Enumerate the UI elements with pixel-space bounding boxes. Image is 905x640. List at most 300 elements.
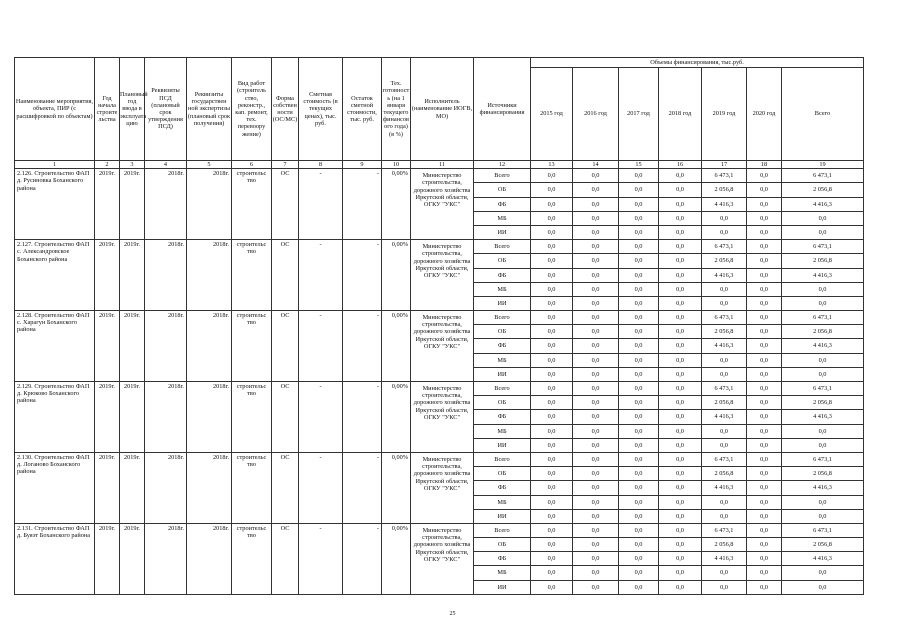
value-cell: 0,0 [531,311,573,325]
value-cell: 2 056,8 [702,325,747,339]
value-cell: 0,0 [659,311,702,325]
value-cell: 4 416,3 [702,481,747,495]
value-cell: 0,0 [747,396,782,410]
value-cell: 0,0 [531,410,573,424]
value-cell: 0,0 [573,211,619,225]
commission-year-cell: 2019г. [120,523,145,594]
source-label: ФБ [474,481,531,495]
work-type-cell: строительс тво [232,240,272,311]
page-number: 25 [449,611,456,617]
value-cell: 0,0 [573,566,619,580]
value-cell: 0,0 [659,254,702,268]
executor-cell: Министерство строительства, дорожного хозяйства Иркутской области, ОГКУ "УКС" [411,382,474,453]
value-cell: 0,0 [531,382,573,396]
value-cell: 0,0 [619,353,659,367]
value-cell: 4 416,3 [782,268,864,282]
table-body [15,169,864,595]
value-cell: 0,0 [531,296,573,310]
source-label: МБ [474,424,531,438]
source-label: ОБ [474,254,531,268]
table-row [15,169,864,183]
value-cell: 0,0 [782,225,864,239]
project-name: 2.128. Строительство ФАП с. Харагун Боханского района [15,311,95,382]
header-remaining: Остаток сметной стоимости, тыс. руб. [343,58,382,161]
remaining-cell: - [343,311,382,382]
executor-cell: Министерство строительства, дорожного хозяйства Иркутской области, ОГКУ "УКС" [411,169,474,240]
source-label: Всего [474,240,531,254]
value-cell: 0,0 [747,268,782,282]
column-number: 15 [619,161,659,169]
value-cell: 0,0 [619,538,659,552]
value-cell: 4 416,3 [702,268,747,282]
readiness-cell: 0,00% [382,240,411,311]
header-total: Всего [782,68,864,161]
source-label: МБ [474,566,531,580]
value-cell: 2 056,8 [782,325,864,339]
column-number: 5 [187,161,232,169]
estimate-cell: - [299,523,343,594]
source-label: Всего [474,523,531,537]
value-cell: 2 056,8 [702,396,747,410]
value-cell: 0,0 [531,339,573,353]
value-cell: 0,0 [747,353,782,367]
value-cell: 0,0 [531,523,573,537]
value-cell: 0,0 [619,467,659,481]
value-cell: 0,0 [659,424,702,438]
value-cell: 0,0 [747,438,782,452]
value-cell: 6 473,1 [782,382,864,396]
expertise-cell: 2018г. [187,240,232,311]
remaining-cell: - [343,452,382,523]
header-work-type: Вид работ (строитель ство, реконстр., кап. ремонт, тех. перевоору жение) [232,58,272,161]
value-cell: 0,0 [782,282,864,296]
value-cell: 0,0 [619,396,659,410]
source-label: ОБ [474,183,531,197]
readiness-cell: 0,00% [382,169,411,240]
value-cell: 0,0 [747,211,782,225]
value-cell: 0,0 [659,282,702,296]
source-label: ИИ [474,438,531,452]
readiness-cell: 0,00% [382,523,411,594]
value-cell: 0,0 [619,523,659,537]
start-year-cell: 2019г. [95,452,120,523]
value-cell: 0,0 [702,438,747,452]
value-cell: 4 416,3 [782,339,864,353]
value-cell: 0,0 [531,211,573,225]
value-cell: 6 473,1 [702,452,747,466]
value-cell: 4 416,3 [782,481,864,495]
column-number: 10 [382,161,411,169]
table-row [15,311,864,325]
value-cell: 0,0 [619,382,659,396]
start-year-cell: 2019г. [95,169,120,240]
header-name: Наименование мероприятия, объекта, ПИР (с расшифровкой по объектам) [15,58,95,161]
table-row [15,523,864,537]
value-cell: 0,0 [747,225,782,239]
value-cell: 0,0 [747,538,782,552]
value-cell: 4 416,3 [702,552,747,566]
value-cell: 0,0 [659,268,702,282]
readiness-cell: 0,00% [382,311,411,382]
source-label: ФБ [474,339,531,353]
value-cell: 0,0 [573,197,619,211]
value-cell: 0,0 [747,580,782,594]
remaining-cell: - [343,240,382,311]
table-row [15,240,864,254]
value-cell: 6 473,1 [782,311,864,325]
value-cell: 2 056,8 [782,538,864,552]
value-cell: 4 416,3 [782,197,864,211]
value-cell: 0,0 [619,552,659,566]
executor-cell: Министерство строительства, дорожного хозяйства Иркутской области, ОГКУ "УКС" [411,311,474,382]
column-number: 17 [702,161,747,169]
estimate-cell: - [299,240,343,311]
value-cell: 0,0 [782,353,864,367]
expertise-cell: 2018г. [187,452,232,523]
work-type-cell: строительс тво [232,452,272,523]
value-cell: 0,0 [659,225,702,239]
header-year-2015: 2015 год [531,68,573,161]
project-name: 2.127. Строительство ФАП с. Александровское Боханского района [15,240,95,311]
value-cell: 0,0 [573,240,619,254]
work-type-cell: строительс тво [232,169,272,240]
value-cell: 6 473,1 [702,240,747,254]
commission-year-cell: 2019г. [120,382,145,453]
value-cell: 0,0 [573,396,619,410]
value-cell: 0,0 [659,438,702,452]
value-cell: 0,0 [619,183,659,197]
header-executor: Исполнитель (наименование ИОГВ, МО) [411,58,474,161]
value-cell: 0,0 [573,410,619,424]
value-cell: 0,0 [573,268,619,282]
work-type-cell: строительс тво [232,311,272,382]
estimate-cell: - [299,452,343,523]
value-cell: 0,0 [659,240,702,254]
value-cell: 0,0 [573,325,619,339]
value-cell: 0,0 [782,438,864,452]
value-cell: 2 056,8 [702,254,747,268]
value-cell: 0,0 [573,580,619,594]
value-cell: 0,0 [702,566,747,580]
column-number: 16 [659,161,702,169]
value-cell: 0,0 [782,424,864,438]
value-cell: 0,0 [747,509,782,523]
value-cell: 0,0 [531,452,573,466]
value-cell: 2 056,8 [782,467,864,481]
value-cell: 0,0 [747,197,782,211]
column-number: 8 [299,161,343,169]
column-number: 3 [120,161,145,169]
value-cell: 0,0 [573,467,619,481]
value-cell: 0,0 [659,410,702,424]
value-cell: 0,0 [747,282,782,296]
remaining-cell: - [343,169,382,240]
value-cell: 0,0 [619,225,659,239]
value-cell: 0,0 [659,467,702,481]
value-cell: 0,0 [659,325,702,339]
value-cell: 0,0 [573,495,619,509]
column-number: 7 [272,161,299,169]
source-label: ФБ [474,552,531,566]
value-cell: 0,0 [747,523,782,537]
commission-year-cell: 2019г. [120,240,145,311]
header-commission-year: Плановый год ввода в эксплуата цию [120,58,145,161]
header-year-2017: 2017 год [619,68,659,161]
header-expertise: Реквизиты государствен ной экспертизы (плановый срок получения) [187,58,232,161]
value-cell: 0,0 [659,481,702,495]
project-name: 2.130. Строительство ФАП д. Логаново Боханского района [15,452,95,523]
value-cell: 0,0 [747,240,782,254]
value-cell: 0,0 [573,438,619,452]
value-cell: 0,0 [573,382,619,396]
value-cell: 0,0 [531,282,573,296]
source-label: ФБ [474,197,531,211]
column-number: 14 [573,161,619,169]
value-cell: 0,0 [531,396,573,410]
ownership-cell: ОС [272,382,299,453]
ownership-cell: ОС [272,240,299,311]
value-cell: 4 416,3 [782,552,864,566]
source-label: ИИ [474,367,531,381]
source-label: ОБ [474,467,531,481]
value-cell: 0,0 [573,183,619,197]
value-cell: 0,0 [659,452,702,466]
source-label: МБ [474,495,531,509]
value-cell: 0,0 [702,367,747,381]
value-cell: 0,0 [531,495,573,509]
source-label: ОБ [474,538,531,552]
value-cell: 0,0 [531,580,573,594]
value-cell: 0,0 [619,211,659,225]
value-cell: 0,0 [573,552,619,566]
value-cell: 0,0 [531,424,573,438]
value-cell: 0,0 [659,566,702,580]
value-cell: 0,0 [659,538,702,552]
value-cell: 0,0 [531,197,573,211]
value-cell: 0,0 [747,566,782,580]
psd-cell: 2018г. [145,382,187,453]
value-cell: 0,0 [659,396,702,410]
value-cell: 6 473,1 [702,382,747,396]
executor-cell: Министерство строительства, дорожного хозяйства Иркутской области, ОГКУ "УКС" [411,523,474,594]
value-cell: 0,0 [747,254,782,268]
header-psd: Реквизиты ПСД (плановый срок утверждения ПСД) [145,58,187,161]
value-cell: 0,0 [702,282,747,296]
value-cell: 0,0 [747,452,782,466]
value-cell: 0,0 [782,296,864,310]
value-cell: 0,0 [747,424,782,438]
column-number: 9 [343,161,382,169]
value-cell: 0,0 [659,509,702,523]
start-year-cell: 2019г. [95,240,120,311]
value-cell: 2 056,8 [702,467,747,481]
header-year-2016: 2016 год [573,68,619,161]
value-cell: 0,0 [619,367,659,381]
value-cell: 0,0 [531,254,573,268]
value-cell: 0,0 [659,367,702,381]
expertise-cell: 2018г. [187,523,232,594]
commission-year-cell: 2019г. [120,311,145,382]
value-cell: 0,0 [531,268,573,282]
value-cell: 0,0 [659,523,702,537]
ownership-cell: ОС [272,523,299,594]
value-cell: 4 416,3 [782,410,864,424]
value-cell: 0,0 [619,410,659,424]
source-label: МБ [474,353,531,367]
value-cell: 2 056,8 [782,396,864,410]
value-cell: 0,0 [619,311,659,325]
value-cell: 0,0 [573,509,619,523]
source-label: ИИ [474,580,531,594]
value-cell: 0,0 [659,339,702,353]
value-cell: 0,0 [619,282,659,296]
source-label: Всего [474,169,531,183]
psd-cell: 2018г. [145,452,187,523]
value-cell: 0,0 [573,296,619,310]
value-cell: 0,0 [659,197,702,211]
value-cell: 0,0 [619,566,659,580]
value-cell: 0,0 [619,438,659,452]
value-cell: 0,0 [531,467,573,481]
value-cell: 0,0 [659,169,702,183]
column-number: 13 [531,161,573,169]
value-cell: 6 473,1 [702,523,747,537]
value-cell: 0,0 [573,367,619,381]
value-cell: 0,0 [747,296,782,310]
value-cell: 0,0 [619,424,659,438]
column-number: 6 [232,161,272,169]
source-label: Всего [474,382,531,396]
value-cell: 4 416,3 [702,339,747,353]
value-cell: 0,0 [531,240,573,254]
value-cell: 0,0 [573,169,619,183]
value-cell: 0,0 [702,296,747,310]
value-cell: 0,0 [619,481,659,495]
value-cell: 4 416,3 [702,197,747,211]
value-cell: 0,0 [531,353,573,367]
value-cell: 0,0 [619,296,659,310]
value-cell: 0,0 [619,169,659,183]
start-year-cell: 2019г. [95,311,120,382]
value-cell: 0,0 [531,509,573,523]
value-cell: 6 473,1 [702,169,747,183]
value-cell: 2 056,8 [702,538,747,552]
value-cell: 0,0 [573,424,619,438]
value-cell: 6 473,1 [782,452,864,466]
column-number: 19 [782,161,864,169]
column-number: 2 [95,161,120,169]
value-cell: 0,0 [747,481,782,495]
ownership-cell: ОС [272,169,299,240]
value-cell: 0,0 [619,495,659,509]
value-cell: 0,0 [702,580,747,594]
source-label: ОБ [474,396,531,410]
source-label: Всего [474,311,531,325]
value-cell: 0,0 [782,509,864,523]
remaining-cell: - [343,523,382,594]
value-cell: 0,0 [531,325,573,339]
value-cell: 0,0 [702,495,747,509]
value-cell: 0,0 [782,211,864,225]
value-cell: 0,0 [747,382,782,396]
value-cell: 0,0 [659,211,702,225]
value-cell: 0,0 [659,552,702,566]
value-cell: 0,0 [573,523,619,537]
value-cell: 6 473,1 [782,240,864,254]
project-name: 2.126. Строительство ФАП д. Русиновка Боханского района [15,169,95,240]
value-cell: 0,0 [573,254,619,268]
ownership-cell: ОС [272,311,299,382]
value-cell: 0,0 [747,495,782,509]
readiness-cell: 0,00% [382,452,411,523]
source-label: ФБ [474,410,531,424]
header-sources: Источники финансирования [474,58,531,161]
column-number: 11 [411,161,474,169]
value-cell: 0,0 [702,353,747,367]
expertise-cell: 2018г. [187,169,232,240]
value-cell: 6 473,1 [782,169,864,183]
value-cell: 0,0 [573,481,619,495]
value-cell: 0,0 [782,580,864,594]
value-cell: 0,0 [747,552,782,566]
psd-cell: 2018г. [145,169,187,240]
value-cell: 0,0 [702,225,747,239]
value-cell: 0,0 [702,211,747,225]
work-type-cell: строительс тво [232,382,272,453]
header-year-2018: 2018 год [659,68,702,161]
header-year-2020: 2020 год [747,68,782,161]
commission-year-cell: 2019г. [120,169,145,240]
value-cell: 0,0 [531,367,573,381]
value-cell: 0,0 [659,296,702,310]
value-cell: 0,0 [747,169,782,183]
column-number: 12 [474,161,531,169]
expertise-cell: 2018г. [187,311,232,382]
project-name: 2.131. Строительство ФАП д. Буяэт Боханского района [15,523,95,594]
header-year-2019: 2019 год [702,68,747,161]
value-cell: 0,0 [782,566,864,580]
start-year-cell: 2019г. [95,382,120,453]
header-ownership: Форма собствен ности (ОС/МС) [272,58,299,161]
source-label: ОБ [474,325,531,339]
source-label: Всего [474,452,531,466]
project-name: 2.129. Строительство ФАП д. Крюково Боханского района [15,382,95,453]
value-cell: 0,0 [747,367,782,381]
value-cell: 0,0 [531,183,573,197]
estimate-cell: - [299,382,343,453]
value-cell: 0,0 [531,481,573,495]
value-cell: 0,0 [747,410,782,424]
remaining-cell: - [343,382,382,453]
value-cell: 0,0 [747,467,782,481]
value-cell: 0,0 [573,538,619,552]
value-cell: 0,0 [573,339,619,353]
column-number: 1 [15,161,95,169]
value-cell: 0,0 [573,452,619,466]
source-label: ИИ [474,225,531,239]
table-row [15,382,864,396]
value-cell: 0,0 [747,311,782,325]
header-readiness: Тех. готовност ь (на 1 января текущего финансов ого года) (в %) [382,58,411,161]
ownership-cell: ОС [272,452,299,523]
value-cell: 0,0 [531,538,573,552]
work-type-cell: строительс тво [232,523,272,594]
value-cell: 0,0 [619,509,659,523]
source-label: МБ [474,282,531,296]
value-cell: 0,0 [573,282,619,296]
value-cell: 0,0 [531,169,573,183]
value-cell: 0,0 [659,183,702,197]
